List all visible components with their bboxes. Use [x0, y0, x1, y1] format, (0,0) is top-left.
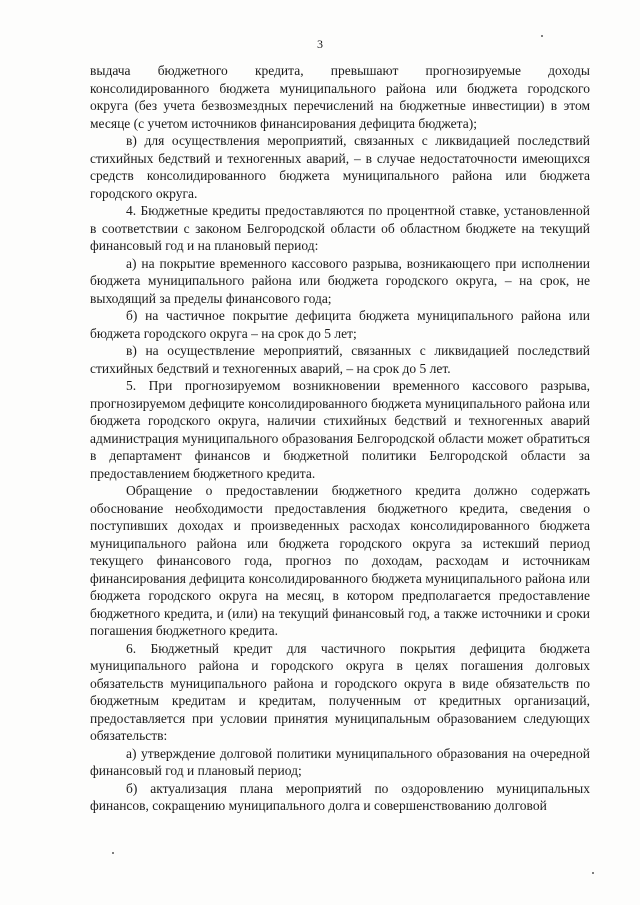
paragraph: 5. При прогнозируемом возникновении временного кассового разрыва, прогнозируемом дефиците консолидированного бюджета муниципального района или бюджета городского округа, наличии стихийных бедствий и техногенных аварий администрация муниципального образования Белгородской области может обратиться в департамент финансов и бюджетной политики Белгородской области за предоставлением бюджетного кредита. [90, 378, 590, 481]
paragraph: 4. Бюджетные кредиты предоставляются по процентной ставке, установленной в соответствии с законом Белгородской области об областном бюджете на текущий финансовый год и на плановый период: [90, 203, 590, 253]
paragraph: 6. Бюджетный кредит для частичного покрытия дефицита бюджета муниципального района и городского округа в целях погашения долговых обязательств муниципального района и городского округа в виде обязательств по бюджетным кредитам и кредитам, полученным от кредитных организаций, предоставляется при условии принятия муниципальным образованием следующих обязательств: [90, 640, 590, 743]
paragraph: Обращение о предоставлении бюджетного кредита должно содержать обоснование необходимости предоставления бюджетного кредита, сведения о поступивших доходах и произведенных расходах консолидированного бюджета муниципального района или бюджета городского округа за истекший период текущего финансового года, прогноз по доходам, расходам и источникам финансирования дефицита консолидированного бюджета муниципального района или бюджета городского округа на месяц, в котором предполагается предоставление бюджетного кредита, и (или) на текущий финансовый год, а также источники и сроки погашения бюджетного кредита. [90, 483, 590, 638]
paragraph: б) актуализация плана мероприятий по оздоровлению муниципальных финансов, сокращению муниципального долга и совершенствованию долговой [90, 780, 590, 813]
paragraph: в) на осуществление мероприятий, связанных с ликвидацией последствий стихийных бедствий и техногенных аварий, – на срок до 5 лет. [90, 343, 590, 376]
document-body [90, 62, 590, 815]
paragraph: в) для осуществления мероприятий, связанных с ликвидацией последствий стихийных бедствий и техногенных аварий, – в случае недостаточности имеющихся средств консолидированного бюджета муниципального района или бюджета городского округа. [90, 133, 590, 201]
paragraph: а) утверждение долговой политики муниципального образования на очередной финансовый год и плановый период; [90, 745, 590, 778]
scan-speck [592, 872, 594, 874]
page-number: 3 [317, 37, 323, 51]
paragraph: б) на частичное покрытие дефицита бюджета муниципального района или бюджета городского округа – на срок до 5 лет; [90, 308, 590, 341]
scan-speck [541, 35, 543, 37]
scan-speck [112, 852, 114, 854]
paragraph: а) на покрытие временного кассового разрыва, возникающего при исполнении бюджета муниципального района или бюджета городского округа, – на срок, не выходящий за пределы финансового года; [90, 255, 590, 306]
paragraph: выдача бюджетного кредита, превышают прогнозируемые доходы консолидированного бюджета муниципального района или бюджета городского округа (без учета безвозмездных перечислений на бюджетные инвестиции) в этом месяце (с учетом источников финансирования дефицита бюджета); [90, 63, 590, 131]
